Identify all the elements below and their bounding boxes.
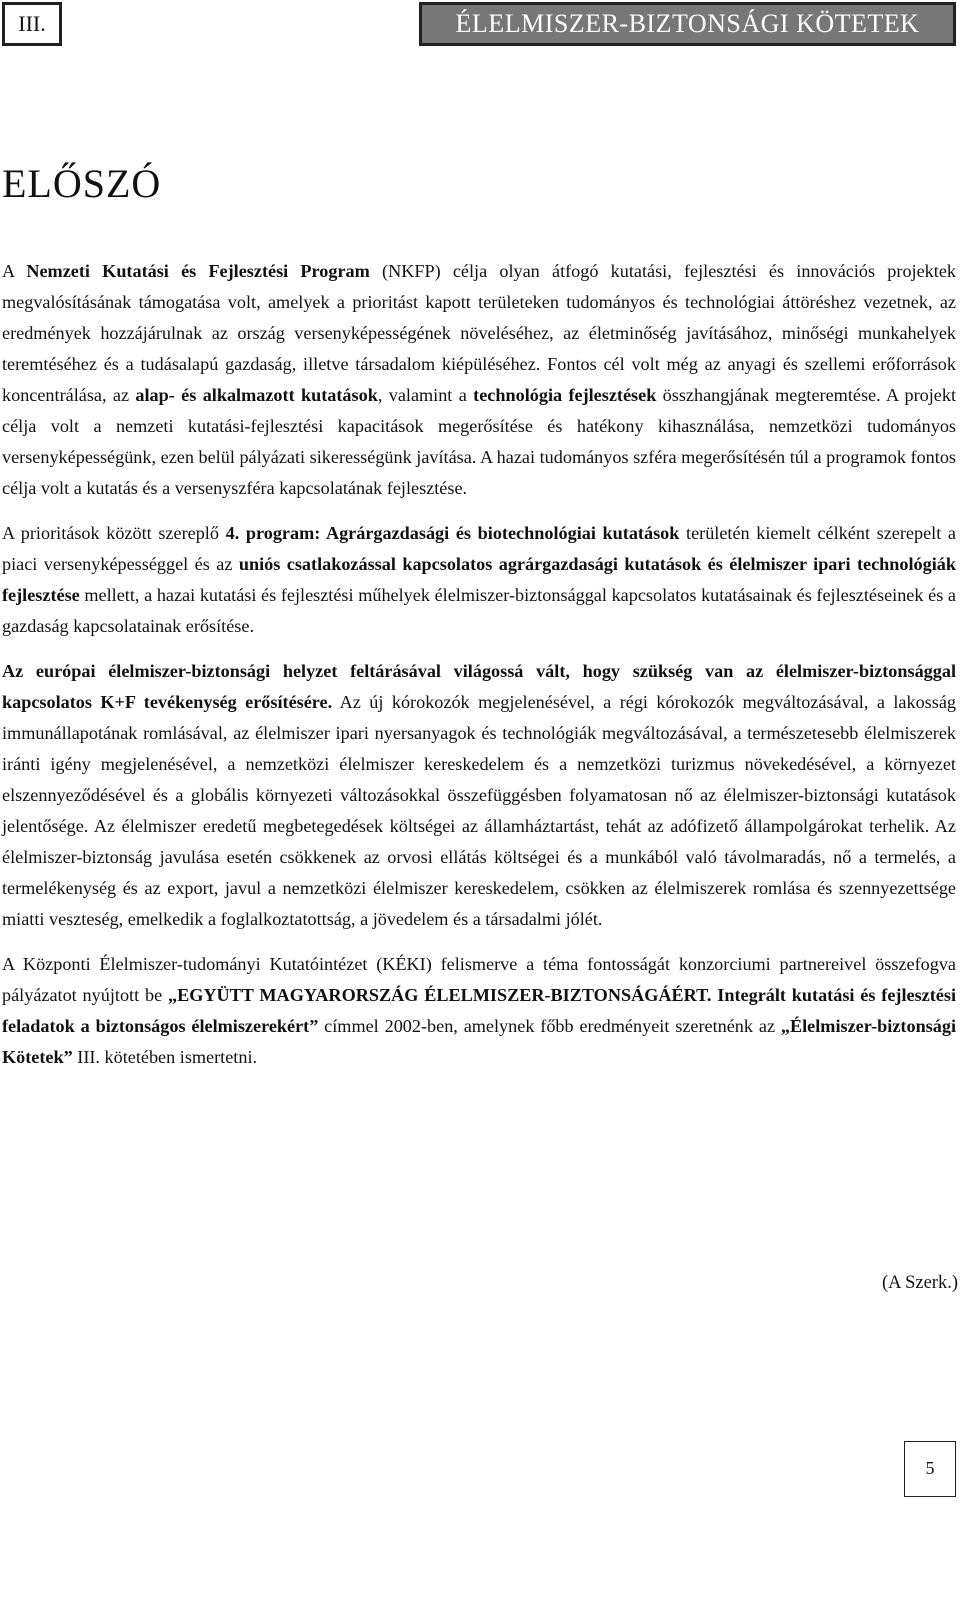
bold-phrase: 4. program: Agrárgazdasági és biotechnológiai kutatások <box>225 523 680 543</box>
bold-phrase: alap- és alkalmazott kutatások <box>135 385 378 405</box>
text-run: területén kiemelt célként szerepelt a piaci versenyképességgel és az <box>2 523 956 574</box>
section-number-box: III. <box>2 2 62 46</box>
text-run: A prioritások között szereplő <box>2 523 226 543</box>
text-run: mellett, a hazai kutatási és fejlesztési műhelyek élelmiszer-biztonsággal kapcsolatos kutatásainak és fejlesztéseinek és a gazdaság kapcsolatainak erősítése. <box>2 585 956 636</box>
bold-phrase: Az európai élelmiszer-biztonsági helyzet feltárásával világossá vált, hogy szükség van az élelmiszer-biztonsággal kapcsolatos K+F tevékenység erősítésére. <box>2 661 956 712</box>
text-run: Az új kórokozók megjelenésével, a régi kórokozók megváltozásával, a lakosság immunállapotának romlásával, az élelmiszer ipari nyersanyagok és technológiák megváltozásával, a természetesebb élelmiszerek iránti igény megjelenésével, a nemzetközi élelmiszer kereskedelem és a nemzetközi turizmus növekedésével, a környezet elszennyeződésével és a globális környezeti változásokkal összefüggésben folyamatosan nő az élelmiszer-biztonsági kutatások jelentősége. Az élelmiszer eredetű megbetegedések költségei az államháztartást, tehát az adófizető állampolgárokat terhelik. Az élelmiszer-biztonság javulása esetén csökkenek az orvosi ellátás költségei és a munkából való távolmaradás, nő a termelés, a termelékenység és az export, javul a nemzetközi élelmiszer kereskedelem, csökken az élelmiszerek romlása és szennyezettsége miatti veszteség, emelkedik a foglalkoztatottság, a jövedelem és a társadalmi jólét. <box>2 692 956 929</box>
paragraph-4 <box>2 949 956 1073</box>
text-run: (NKFP) célja olyan átfogó kutatási, fejlesztési és innovációs projektek megvalósításának támogatása volt, amelyek a prioritást kapott területeken tudományos és technológiai áttöréshez vezetnek, az eredmények hozzájárulnak az ország versenyképességének növeléséhez, az életminőség javításához, minőségi munkahelyek teremtéséhez és a tudásalapú gazdaság, illetve társadalom kiépüléséhez. Fontos cél volt még az anyagi és szellemi erőforrások koncentrálása, az <box>2 261 956 405</box>
text-run: összhangjának megteremtése. A projekt célja volt a nemzeti kutatási-fejlesztési kapacitások megerősítése és hatékony kihasználása, nemzetközi tudományos versenyképességünk, ezen belül pályázati sikerességünk javítása. A hazai tudományos szféra megerősítésén túl a programok fontos célja volt a kutatás és a versenyszféra kapcsolatának fejlesztése. <box>2 385 957 498</box>
bold-phrase: Nemzeti Kutatási és Fejlesztési Program <box>26 261 370 281</box>
text-run: A <box>2 261 27 281</box>
series-title-banner: ÉLELMISZER-BIZTONSÁGI KÖTETEK <box>419 2 956 46</box>
text-run: A Központi Élelmiszer-tudományi Kutatóintézet (KÉKI) felismerve a téma fontosságát konzorciumi partnereivel összefogva pályázatot nyújtott be <box>2 954 956 1005</box>
bold-phrase: „Élelmiszer-biztonsági Kötetek” <box>2 1016 956 1067</box>
preface-body <box>2 256 956 1087</box>
bold-phrase: technológia fejlesztések <box>473 385 657 405</box>
text-run: III. kötetében ismertetni. <box>72 1047 258 1067</box>
paragraph-3 <box>2 656 956 935</box>
page-title: ELŐSZÓ <box>2 161 162 206</box>
paragraph-2 <box>2 518 956 642</box>
text-run: , valamint a <box>377 385 474 405</box>
signature: (A Szerk.) <box>881 1273 958 1293</box>
bold-phrase: uniós csatlakozással kapcsolatos agrárgazdasági kutatások és élelmiszer ipari technológiák fejlesztése <box>2 554 956 605</box>
bold-phrase: „EGYÜTT MAGYARORSZÁG ÉLELMISZER-BIZTONSÁGÁÉRT. Integrált kutatási és fejlesztési feladatok a biztonságos élelmiszerekért” <box>2 985 957 1036</box>
page-number: 5 <box>904 1441 956 1497</box>
paragraph-1 <box>2 256 956 504</box>
text-run: címmel 2002-ben, amelynek főbb eredményeit szeretnénk az <box>318 1016 781 1036</box>
